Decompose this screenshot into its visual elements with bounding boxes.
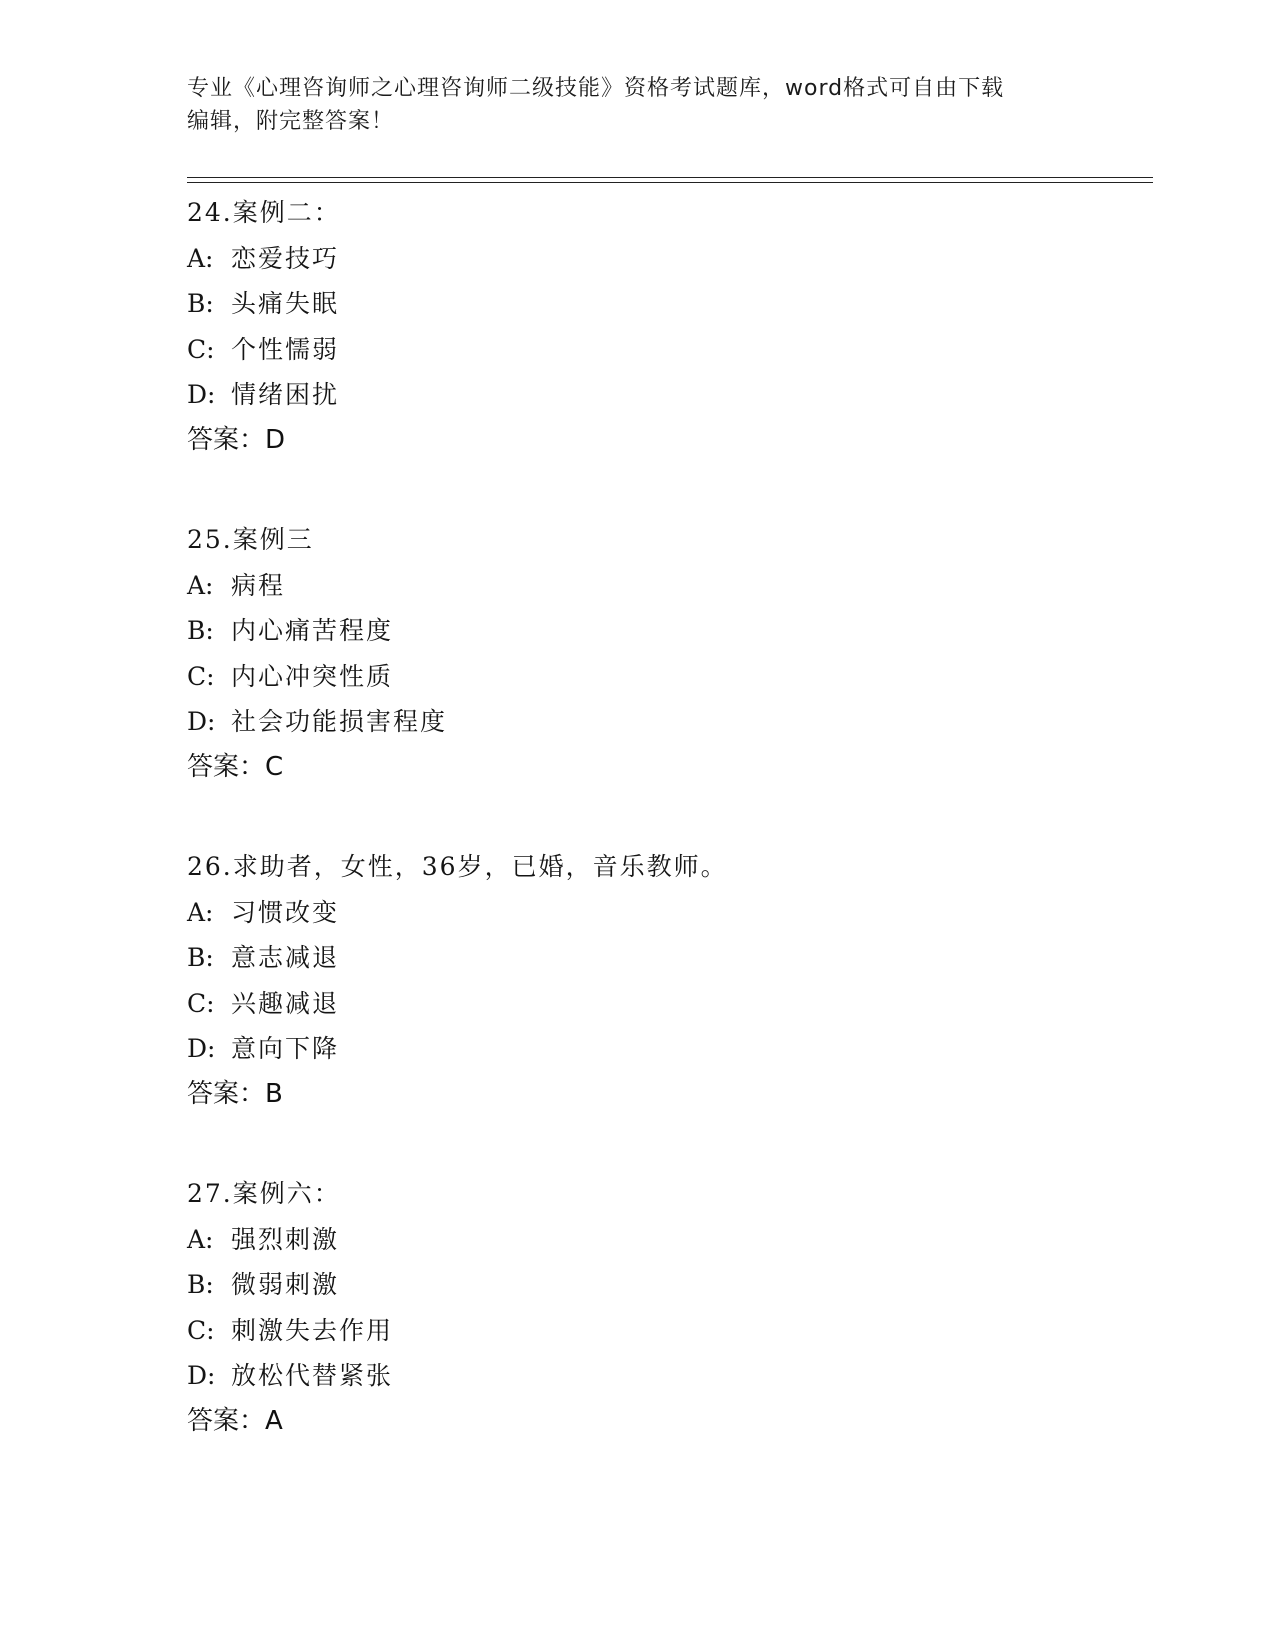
option-text: 情绪困扰 (231, 380, 340, 409)
option-label: A: (187, 1224, 214, 1254)
option-text: 意向下降 (231, 1034, 340, 1063)
question-25 (187, 517, 1147, 790)
question-stem: 24.案例二： (187, 198, 341, 227)
option-label: D: (187, 707, 216, 736)
option-label: A: (187, 570, 214, 600)
option-c (187, 327, 1147, 373)
header-line-2: 编辑，附完整答案！ (187, 109, 395, 134)
option-d (187, 699, 1147, 745)
option-a (187, 563, 1147, 609)
question-26 (187, 844, 1147, 1117)
option-text: 微弱刺激 (231, 1270, 340, 1299)
option-label: B: (187, 289, 214, 318)
option-text: 意志减退 (231, 943, 340, 972)
option-label: D: (187, 1034, 216, 1063)
option-c (187, 654, 1147, 700)
answer-line: 答案：B (187, 1078, 283, 1109)
option-label: C: (187, 661, 215, 691)
option-b (187, 281, 1147, 327)
option-label: B: (187, 943, 214, 972)
answer-line: 答案：A (187, 1405, 283, 1436)
header-divider-bottom (187, 182, 1153, 183)
option-b (187, 608, 1147, 654)
option-a (187, 236, 1147, 282)
option-text: 习惯改变 (231, 897, 340, 927)
option-c (187, 1308, 1147, 1354)
option-text: 放松代替紧张 (231, 1361, 394, 1390)
option-d (187, 372, 1147, 418)
question-stem: 27.案例六： (187, 1179, 341, 1208)
question-stem: 25.案例三 (187, 525, 314, 554)
document-header (187, 72, 1067, 138)
question-list (187, 190, 1147, 1498)
answer-line: 答案：C (187, 751, 284, 782)
option-text: 兴趣减退 (231, 988, 340, 1018)
header-divider-top (187, 177, 1153, 178)
header-line-1: 专业《心理咨询师之心理咨询师二级技能》资格考试题库，word格式可自由下载 (187, 76, 1005, 101)
option-b (187, 935, 1147, 981)
option-a (187, 1217, 1147, 1263)
option-text: 头痛失眠 (231, 289, 340, 318)
option-label: D: (187, 380, 216, 409)
question-24 (187, 190, 1147, 463)
option-label: B: (187, 1270, 214, 1299)
option-text: 内心冲突性质 (231, 661, 394, 691)
option-text: 病程 (231, 570, 286, 600)
question-27 (187, 1171, 1147, 1444)
option-text: 内心痛苦程度 (231, 616, 394, 645)
answer-line: 答案：D (187, 424, 286, 455)
option-text: 强烈刺激 (231, 1224, 340, 1254)
option-a (187, 890, 1147, 936)
option-text: 恋爱技巧 (231, 243, 340, 273)
option-label: C: (187, 334, 215, 364)
option-c (187, 981, 1147, 1027)
option-label: A: (187, 243, 214, 273)
option-label: C: (187, 1315, 215, 1345)
option-d (187, 1026, 1147, 1072)
question-stem: 26.求助者，女性，36岁，已婚，音乐教师。 (187, 852, 728, 881)
option-text: 个性懦弱 (231, 334, 340, 364)
option-label: C: (187, 988, 215, 1018)
option-text: 社会功能损害程度 (231, 707, 448, 736)
option-d (187, 1353, 1147, 1399)
option-text: 刺激失去作用 (231, 1315, 394, 1345)
option-label: D: (187, 1361, 216, 1390)
option-label: B: (187, 616, 214, 645)
option-label: A: (187, 897, 214, 927)
option-b (187, 1262, 1147, 1308)
